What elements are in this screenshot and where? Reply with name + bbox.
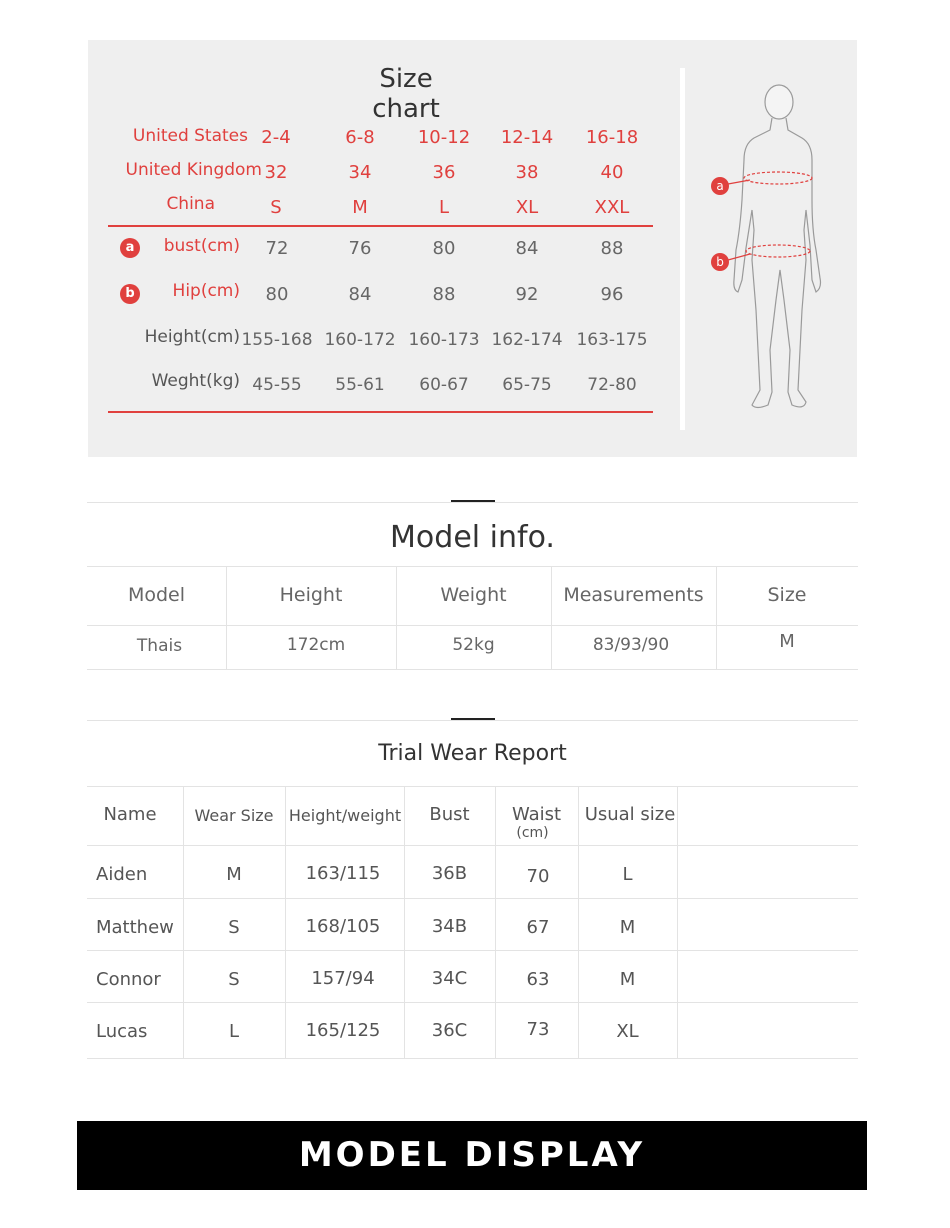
hip-cell: 84 [348, 284, 372, 305]
table-line [87, 845, 858, 846]
row-usual-size: XL [616, 1021, 639, 1042]
region-label-us: United States [132, 126, 248, 146]
cell-weight: 52kg [452, 635, 495, 655]
row-bust: 36B [431, 863, 468, 884]
size-cell: M [352, 197, 368, 218]
row-usual-size: M [619, 917, 636, 938]
bust-cell: 80 [432, 238, 456, 259]
header-waist-unit: (cm) [516, 825, 549, 841]
cell-size: M [779, 631, 795, 652]
header-bust: Bust [429, 804, 470, 825]
size-chart-title: Size chart [372, 64, 440, 124]
size-cell: L [438, 197, 450, 218]
header-usual-size: Usual size [584, 804, 676, 825]
row-usual-size: L [622, 864, 633, 885]
height-label: Height(cm) [144, 327, 240, 347]
hip-cell: 80 [265, 284, 289, 305]
model-display-banner [77, 1121, 867, 1190]
row-height-weight: 165/125 [305, 1020, 381, 1041]
figure-badge-a: a [716, 179, 724, 193]
size-cell: 10-12 [417, 127, 471, 148]
bust-cell: 84 [515, 238, 539, 259]
bust-cell: 88 [600, 238, 624, 259]
row-name: Matthew [96, 917, 174, 938]
hip-label: Hip(cm) [172, 281, 240, 301]
hip-cell: 88 [432, 284, 456, 305]
hip-cell: 92 [515, 284, 539, 305]
col-divider [677, 786, 678, 1058]
header-name: Name [103, 804, 157, 825]
row-bust: 34B [431, 916, 468, 937]
header-model: Model [127, 584, 186, 606]
row-height-weight: 157/94 [311, 968, 375, 989]
size-cell: 2-4 [261, 127, 291, 148]
size-cell: 40 [600, 162, 624, 183]
weight-cell: 72-80 [587, 375, 637, 395]
table-line [87, 1058, 858, 1059]
row-waist: 67 [526, 917, 550, 938]
header-measurements: Measurements [563, 584, 704, 606]
bust-cell: 76 [348, 238, 372, 259]
size-cell: 38 [515, 162, 539, 183]
table-line [87, 1002, 858, 1003]
size-cell: 16-18 [585, 127, 639, 148]
bust-label: bust(cm) [163, 236, 240, 256]
header-weight: Weight [440, 584, 507, 606]
region-label-china: China [166, 194, 215, 214]
size-cell: 12-14 [500, 127, 554, 148]
bottom-divider-line [108, 411, 653, 413]
table-line [87, 950, 858, 951]
height-cell: 163-175 [576, 330, 648, 350]
bust-cell: 72 [265, 238, 289, 259]
table-line [87, 566, 858, 567]
section-line [87, 720, 858, 721]
row-usual-size: M [619, 969, 636, 990]
size-cell: S [270, 197, 282, 218]
badge-a: a [120, 238, 140, 258]
row-bust: 34C [431, 968, 468, 989]
row-wear-size: L [228, 1021, 240, 1042]
cell-height: 172cm [286, 635, 346, 655]
divider-line [108, 225, 653, 227]
size-cell: 6-8 [345, 127, 375, 148]
weight-cell: 60-67 [419, 375, 469, 395]
size-cell: XL [515, 197, 539, 218]
weight-label: Weght(kg) [151, 371, 240, 391]
row-name: Lucas [96, 1021, 148, 1042]
size-cell: 36 [432, 162, 456, 183]
row-waist: 63 [526, 969, 550, 990]
row-height-weight: 168/105 [305, 916, 381, 937]
trial-wear-title: Trial Wear Report [378, 741, 567, 766]
size-cell: 32 [264, 162, 288, 183]
row-name: Aiden [96, 864, 148, 885]
height-cell: 160-173 [408, 330, 480, 350]
height-cell: 155-168 [241, 330, 313, 350]
weight-cell: 45-55 [252, 375, 302, 395]
banner-text: MODEL DISPLAY [298, 1135, 646, 1175]
header-waist: Waist [511, 804, 562, 825]
header-wear-size: Wear Size [194, 806, 274, 825]
region-label-uk: United Kingdom [125, 160, 262, 180]
size-cell: XXL [594, 197, 630, 218]
height-cell: 162-174 [491, 330, 563, 350]
row-waist: 73 [526, 1019, 550, 1040]
model-info-title: Model info. [390, 520, 555, 555]
weight-cell: 65-75 [502, 375, 552, 395]
size-cell: 34 [348, 162, 372, 183]
hip-cell: 96 [600, 284, 624, 305]
header-height-weight: Height/weight [288, 806, 402, 825]
section-line [87, 502, 858, 503]
size-chart-panel [88, 40, 857, 457]
figure-badge-b: b [716, 255, 724, 269]
table-line [87, 625, 858, 626]
row-waist: 70 [526, 866, 550, 887]
table-line [87, 898, 858, 899]
cell-measurements: 83/93/90 [592, 635, 670, 655]
body-measurement-figure-icon [706, 80, 856, 425]
row-name: Connor [96, 969, 161, 990]
header-size: Size [767, 584, 807, 606]
height-cell: 160-172 [324, 330, 396, 350]
col-divider [716, 566, 717, 669]
header-height: Height [279, 584, 343, 606]
row-wear-size: S [228, 917, 240, 938]
row-height-weight: 163/115 [305, 863, 381, 884]
weight-cell: 55-61 [335, 375, 385, 395]
table-line [87, 786, 858, 787]
table-line [87, 669, 858, 670]
vertical-divider [680, 68, 685, 430]
badge-b: b [120, 284, 140, 304]
row-wear-size: M [226, 864, 242, 885]
row-wear-size: S [228, 969, 240, 990]
row-bust: 36C [431, 1020, 468, 1041]
cell-model: Thais [136, 636, 183, 656]
